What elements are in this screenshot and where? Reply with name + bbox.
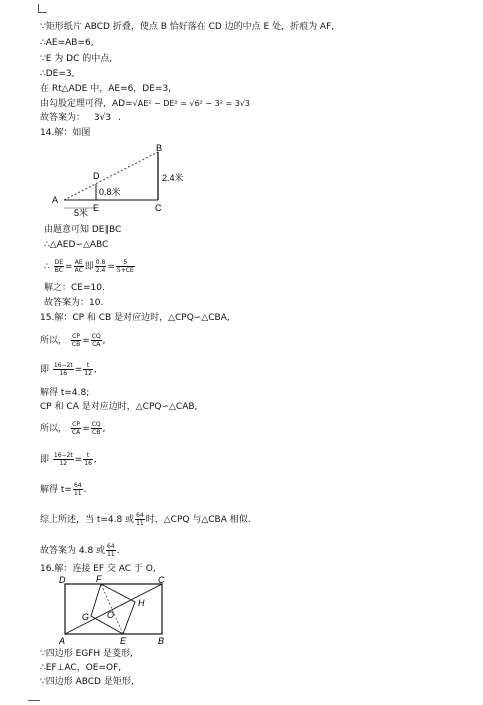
p16-line-2: ∴EF⊥AC，OE=OF, xyxy=(40,663,122,673)
p14-label-a: A xyxy=(52,195,59,205)
p16-line-3: ∵四边形 ABCD 是矩形, xyxy=(40,677,134,687)
p15-solution-2: 解得 t= $\frac{64}{11}$ . xyxy=(40,482,87,497)
p16-label-c: C xyxy=(158,575,165,585)
p14-frac-08-24 xyxy=(95,259,107,274)
frac-den: CB xyxy=(71,341,81,348)
p15-so-2: 所以， xyxy=(40,424,68,434)
p16-label-o: O xyxy=(107,610,115,620)
frac-den: 11 xyxy=(73,490,82,497)
frac-num: t xyxy=(83,452,93,460)
frac-den: BC xyxy=(54,267,63,274)
p14-length-ae: 5米 xyxy=(74,208,89,218)
p14-therefore: ∴ xyxy=(44,262,50,272)
p15-summary xyxy=(40,512,251,527)
p13-answer-label: 故答案为： xyxy=(40,113,86,123)
p15-heading: 15.解：CP 和 CB 是对应边时，△CPQ∽△CBA, xyxy=(40,313,230,323)
p15-ji-2: 即 xyxy=(40,455,50,465)
p13-line-3: ∵E 为 DC 的中点, xyxy=(40,54,113,64)
p13-answer-value: 3√3 xyxy=(93,113,112,123)
p16-label-f: F xyxy=(96,574,102,584)
frac-num: 0.8 xyxy=(95,259,106,266)
frac xyxy=(53,452,74,467)
frac xyxy=(83,452,93,467)
p16-seg-ef xyxy=(101,584,123,634)
frac-num: DE xyxy=(54,259,64,266)
frac xyxy=(106,543,116,558)
p14-ji: 即 xyxy=(84,262,94,272)
p15-ratio-4: 即 $\frac{16-2t}{12}$ = $\frac{t}{16}$ , xyxy=(40,452,97,467)
p14-length-bc: 2.4米 xyxy=(162,173,184,183)
p15-ratio-3: 所以， $\frac{CP}{CA}$ = $\frac{CQ}{CB}$ , xyxy=(40,421,106,436)
frac xyxy=(73,482,83,497)
p16-label-b: B xyxy=(158,636,165,646)
p15-sol2-label: 解得 t= xyxy=(40,485,72,495)
p14-length-de: 0.8米 xyxy=(99,187,121,197)
p13-line-1: ∵矩形纸片 ABCD 折叠，使点 B 恰好落在 CD 边的中点 E 处，折痕为 AF, xyxy=(40,22,335,32)
frac-num: CQ xyxy=(91,333,101,340)
frac-num: t xyxy=(83,362,93,370)
p16-line-1: ∵四边形 EGFH 是菱形, xyxy=(40,649,133,659)
frac-den: AC xyxy=(74,267,83,274)
p16-label-h: H xyxy=(138,598,145,608)
p15-ji-1: 即 xyxy=(40,365,50,375)
p13-line-2: ∴AE=AB=6, xyxy=(40,38,94,48)
p15-answer-label: 故答案为 4.8 或 xyxy=(40,546,106,556)
p16-label-a: A xyxy=(59,636,66,646)
frac-num: CP xyxy=(72,333,80,340)
p14-proportion: ∴ $\frac{DE}{BC}$ = $\frac{AE}{AC}$ 即 $\frac{0.8}{2.4}$ = $\frac{5}{5+CE}$ xyxy=(44,259,134,274)
p13-line-6 xyxy=(40,98,250,110)
p14-frac-ae-ac xyxy=(74,259,84,274)
frac-num: CP xyxy=(72,421,80,428)
frac-num: CQ xyxy=(91,421,101,428)
p14-line-5: 故答案为：10. xyxy=(44,298,104,308)
p13-line-5: 在 Rt△ADE 中，AE=6，DE=3, xyxy=(40,84,172,94)
frac-den: 12 xyxy=(59,460,68,467)
frac xyxy=(71,333,81,348)
frac-den: 11 xyxy=(107,551,115,558)
p14-label-b: B xyxy=(156,143,163,153)
p15-summary-end: 时，△CPQ 与△CBA 相似. xyxy=(145,515,251,525)
frac xyxy=(71,421,81,436)
frac-num: AE xyxy=(74,259,83,266)
frac-num: 16−2t xyxy=(53,452,73,459)
frac xyxy=(83,362,93,377)
frac-den: CA xyxy=(92,341,101,348)
p14-label-c: C xyxy=(155,203,162,213)
frac-den: 5+CE xyxy=(116,267,134,274)
frac-den: 2.4 xyxy=(95,267,106,274)
p16-label-g: G xyxy=(82,612,90,622)
frac xyxy=(91,421,102,436)
frac-num: 64 xyxy=(136,512,144,519)
p13-ad-expression: √AE² − DE² = √6² − 3² = 3√3 xyxy=(132,99,251,108)
p13-ad-label: 由勾股定理可得，AD= xyxy=(40,99,133,109)
p13-answer-period: . xyxy=(117,113,121,123)
frac xyxy=(91,333,102,348)
frac-num: 64 xyxy=(73,482,82,489)
p15-summary-start: 综上所述，当 t=4.8 或 xyxy=(40,515,135,525)
p14-line-2: ∴△AED∽△ABC xyxy=(44,240,109,250)
frac-den: 12 xyxy=(84,370,92,377)
frac xyxy=(53,362,74,377)
frac-den: 11 xyxy=(136,520,144,527)
p15-solution-1: 解得 t=4.8; xyxy=(40,388,90,398)
p16-diag-ac xyxy=(65,584,162,634)
p15-so-1: 所以， xyxy=(40,336,68,346)
crop-mark-bottom xyxy=(28,700,40,705)
p16-label-e: E xyxy=(120,636,127,646)
p14-heading: 14.解：如图 xyxy=(40,128,91,138)
p15-case-2: CP 和 CA 是对应边时，△CPQ∽△CAB, xyxy=(40,402,198,412)
p14-line-4: 解之：CE=10. xyxy=(44,283,105,293)
p15-answer: 故答案为 4.8 或 $\frac{64}{11}$ . xyxy=(40,543,120,558)
frac-num: 64 xyxy=(107,543,115,550)
frac-den: CA xyxy=(71,429,81,436)
p14-frac-de-bc xyxy=(54,259,64,274)
frac-num: 5 xyxy=(116,259,135,267)
p13-line-4: ∴DE=3, xyxy=(40,69,75,79)
p14-frac-5-5ce xyxy=(116,259,135,274)
p14-label-d: D xyxy=(93,171,100,181)
p15-ratio-1: 所以， $\frac{CP}{CB}$ = $\frac{CQ}{CA}$ , xyxy=(40,333,106,348)
p15-ratio-2: 即 $\frac{16-2t}{16}$ = $\frac{t}{12}$ , xyxy=(40,362,97,377)
p14-line-1: 由题意可知 DE∥BC xyxy=(44,225,122,235)
p14-label-e: E xyxy=(93,203,100,213)
p16-rectangle-diagram xyxy=(55,574,180,646)
frac-num: 16−2t xyxy=(53,362,73,369)
frac-den: CB xyxy=(92,429,101,436)
frac-den: 16 xyxy=(84,460,92,467)
frac-den: 16 xyxy=(59,370,68,377)
crop-mark-top xyxy=(38,4,47,13)
p13-answer xyxy=(40,113,121,124)
p16-label-d: D xyxy=(59,575,66,585)
p16-heading: 16.解：连接 EF 交 AC 于 O, xyxy=(40,564,156,574)
frac xyxy=(135,512,145,527)
p14-triangle-diagram xyxy=(44,140,204,220)
